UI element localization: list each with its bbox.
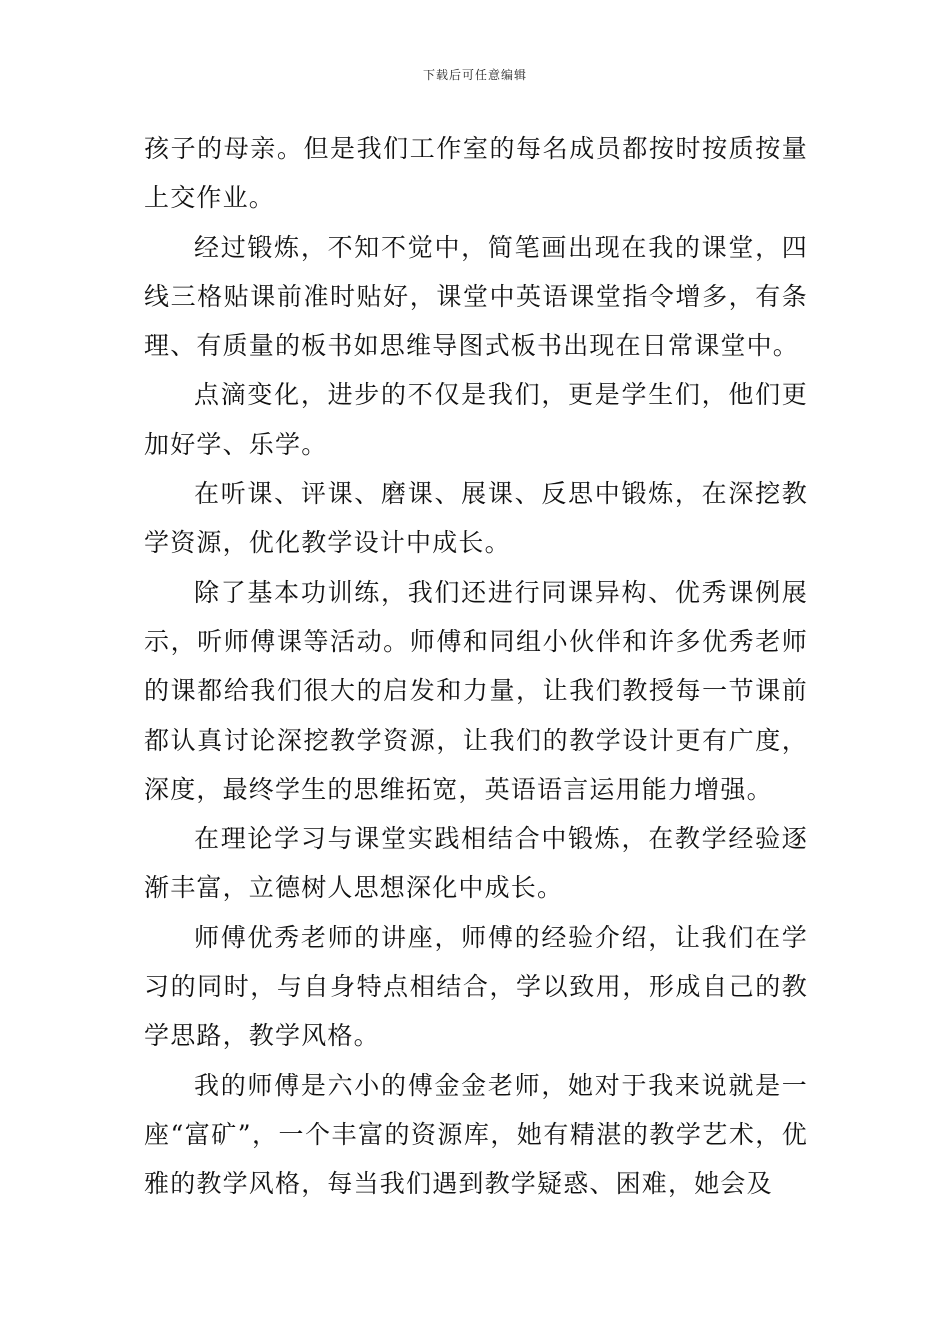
paragraph-5: 除了基本功训练，我们还进行同课异构、优秀课例展示，听师傅课等活动。师傅和同组小伙伴和许多优秀老师的课都给我们很大的启发和力量，让我们教授每一节课前都认真讨论深挖教学资源，让我们的教学设计更有广度，深度，最终学生的思维拓宽，英语语言运用能力增强。 <box>144 577 808 804</box>
paragraph-3: 点滴变化，进步的不仅是我们，更是学生们，他们更加好学、乐学。 <box>144 380 808 459</box>
page-header: 下载后可任意编辑 <box>422 68 527 82</box>
paragraph-6: 在理论学习与课堂实践相结合中锻炼，在教学经验逐渐丰富，立德树人思想深化中成长。 <box>144 824 808 903</box>
paragraph-4: 在听课、评课、磨课、展课、反思中锻炼，在深挖教学资源，优化教学设计中成长。 <box>144 479 808 558</box>
paragraph-7: 师傅优秀老师的讲座，师傅的经验介绍，让我们在学习的同时，与自身特点相结合，学以致用，形成自己的教学思路，教学风格。 <box>144 922 808 1051</box>
paragraph-2: 经过锻炼，不知不觉中，简笔画出现在我的课堂，四线三格贴课前准时贴好，课堂中英语课堂指令增多，有条理、有质量的板书如思维导图式板书出现在日常课堂中。 <box>144 232 808 361</box>
document-body <box>144 124 808 1209</box>
paragraph-8: 我的师傅是六小的傅金金老师，她对于我来说就是一座“富矿”，一个丰富的资源库，她有精湛的教学艺术，优雅的教学风格，每当我们遇到教学疑惑、困难，她会及 <box>144 1070 808 1199</box>
paragraph-1: 孩子的母亲。但是我们工作室的每名成员都按时按质按量上交作业。 <box>144 134 808 213</box>
